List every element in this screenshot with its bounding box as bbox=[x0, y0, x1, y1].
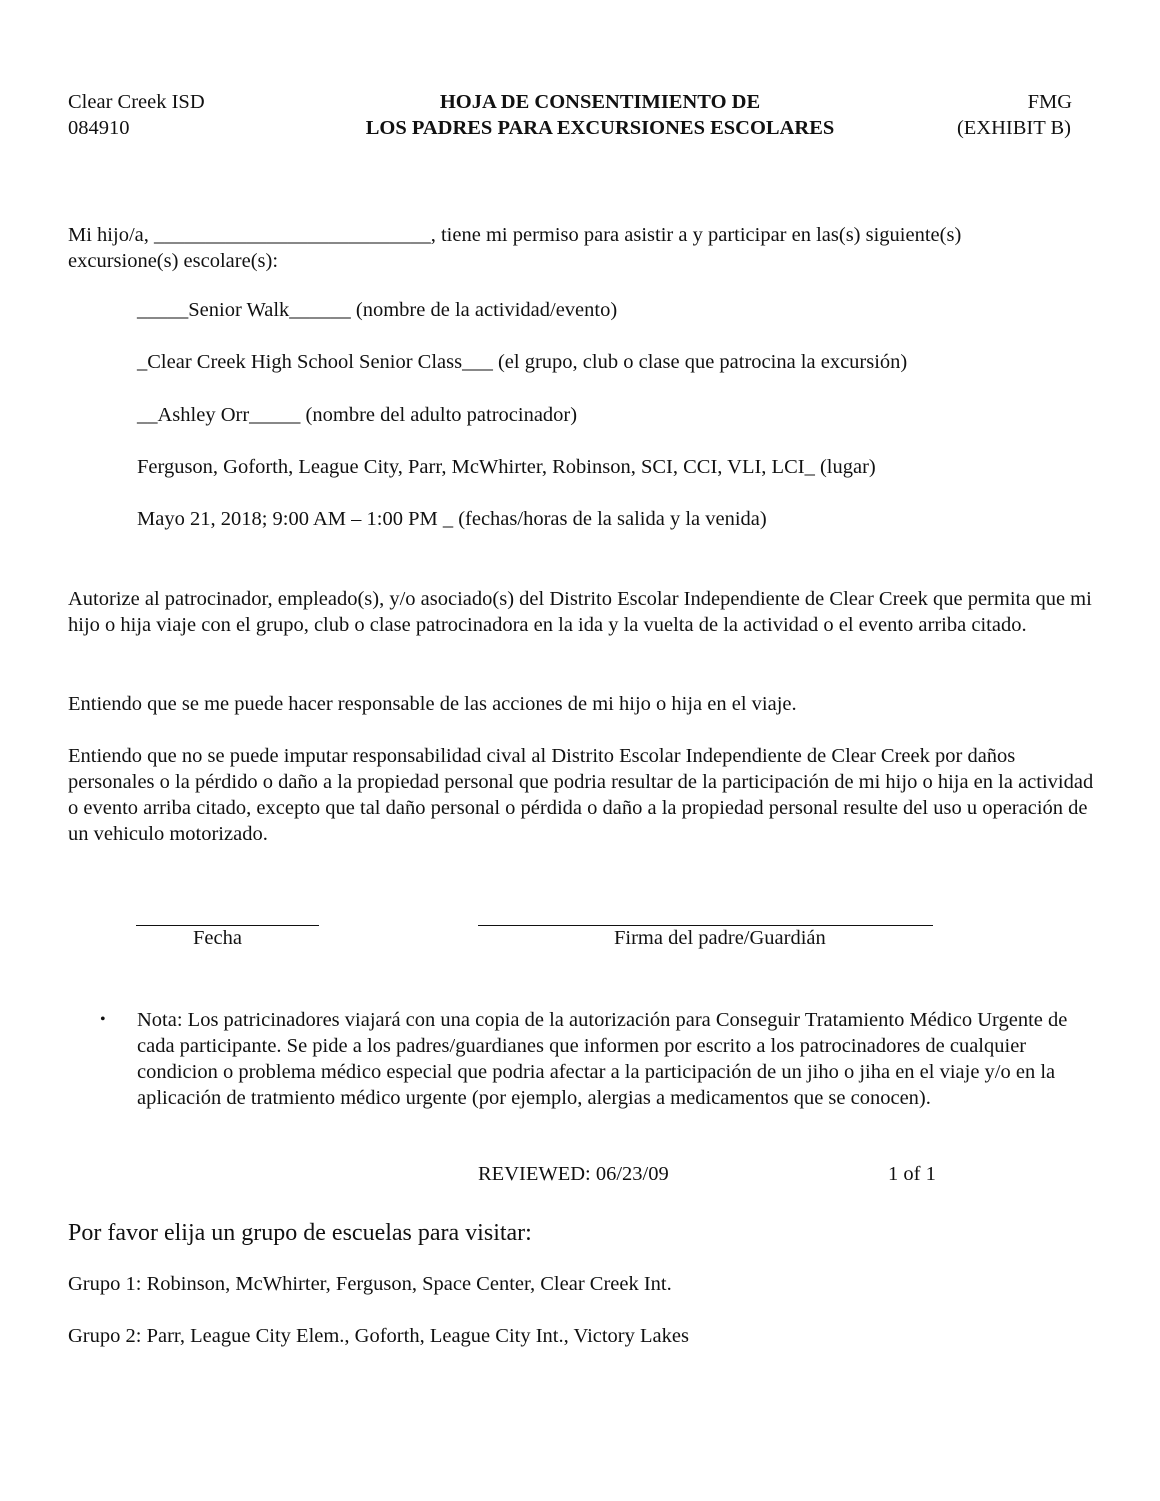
medical-note: Nota: Los patricinadores viajará con una copia de la autorización para Conseguir Tratamiento Médico Urgente de cada participante. Se pide a los padres/guardianes que informen por escrito a los patrocinadores de cualquier condicion o problema médico especial que podria afectar a la participación de un jiho o jiha en el viaje y/o en la aplicación de tratmiento médico urgente (por ejemplo, alergias a medicamentos que se conocen). bbox=[137, 1009, 1068, 1109]
child-name-field[interactable]: ___________________________ bbox=[153, 224, 431, 246]
group-1: Grupo 1: Robinson, McWhirter, Ferguson, Space Center, Clear Creek Int. bbox=[68, 1273, 672, 1295]
groups-heading: Por favor elija un grupo de escuelas para visitar: bbox=[68, 1220, 532, 1246]
liability-paragraph: Entiendo que no se puede imputar responsabilidad cival al Distrito Escolar Independiente de Clear Creek por daños personales o la pérdido o daño a la propiedad personal que podria resultar de la participación de mi hijo o hija en la actividad o evento arriba citado, excepto que tal daño personal o pérdida o daño a la propiedad personal resulte del uso u operación de un vehiculo motorizado. bbox=[68, 745, 1094, 845]
activity-field bbox=[137, 299, 617, 322]
sponsor-group-field bbox=[137, 351, 907, 374]
sponsor-group-value[interactable]: _Clear Creek High School Senior Class___ bbox=[137, 351, 493, 373]
form-title-line2: LOS PADRES PARA EXCURSIONES ESCOLARES bbox=[365, 117, 835, 139]
activity-label: (nombre de la actividad/evento) bbox=[350, 299, 618, 321]
authorization-paragraph: Autorize al patrocinador, empleado(s), y/o asociado(s) del Distrito Escolar Independiente de Clear Creek que permita que mi hijo o hija viaje con el grupo, club o clase patrocinadora en la ida y la vuelta de la actividad o el evento arriba citado. bbox=[68, 588, 1092, 636]
group-2: Grupo 2: Parr, League City Elem., Goforth, League City Int., Victory Lakes bbox=[68, 1325, 689, 1347]
intro-prefix: Mi hijo/a, bbox=[68, 224, 149, 246]
sponsor-adult-field bbox=[137, 404, 577, 427]
intro-suffix: , tiene mi permiso para asistir a y participar en las(s) siguiente(s) bbox=[430, 224, 962, 246]
reviewed-date: REVIEWED: 06/23/09 bbox=[478, 1163, 669, 1185]
responsibility-paragraph: Entiendo que se me puede hacer responsable de las acciones de mi hijo o hija en el viaje. bbox=[68, 693, 797, 715]
activity-value[interactable]: _____Senior Walk______ bbox=[137, 299, 351, 321]
bullet-icon: • bbox=[100, 1011, 106, 1028]
location-field bbox=[137, 456, 876, 479]
page-number: 1 of 1 bbox=[888, 1163, 936, 1185]
sponsor-group-label: (el grupo, club o clase que patrocina la excursión) bbox=[492, 351, 908, 373]
date-label: Fecha bbox=[193, 927, 242, 949]
intro-line1 bbox=[68, 222, 961, 248]
date-line[interactable] bbox=[136, 925, 319, 926]
location-value[interactable]: Ferguson, Goforth, League City, Parr, McWhirter, Robinson, SCI, CCI, VLI, LCI_ bbox=[137, 456, 815, 478]
dates-label: (fechas/horas de la salida y la venida) bbox=[453, 508, 767, 530]
signature-label: Firma del padre/Guardián bbox=[614, 927, 826, 949]
dates-value[interactable]: Mayo 21, 2018; 9:00 AM – 1:00 PM _ bbox=[137, 508, 454, 530]
exhibit-label: (EXHIBIT B) bbox=[956, 117, 1071, 139]
intro-line2: excursione(s) escolare(s): bbox=[68, 250, 279, 272]
dates-field bbox=[137, 508, 767, 531]
district-name: Clear Creek ISD bbox=[68, 91, 205, 113]
location-label: (lugar) bbox=[814, 456, 876, 478]
policy-code: FMG bbox=[1027, 91, 1072, 113]
district-code: 084910 bbox=[68, 117, 130, 139]
sponsor-adult-value[interactable]: __Ashley Orr_____ bbox=[137, 404, 301, 426]
signature-line[interactable] bbox=[478, 925, 933, 926]
sponsor-adult-label: (nombre del adulto patrocinador) bbox=[300, 404, 578, 426]
form-title-line1: HOJA DE CONSENTIMIENTO DE bbox=[439, 91, 761, 113]
